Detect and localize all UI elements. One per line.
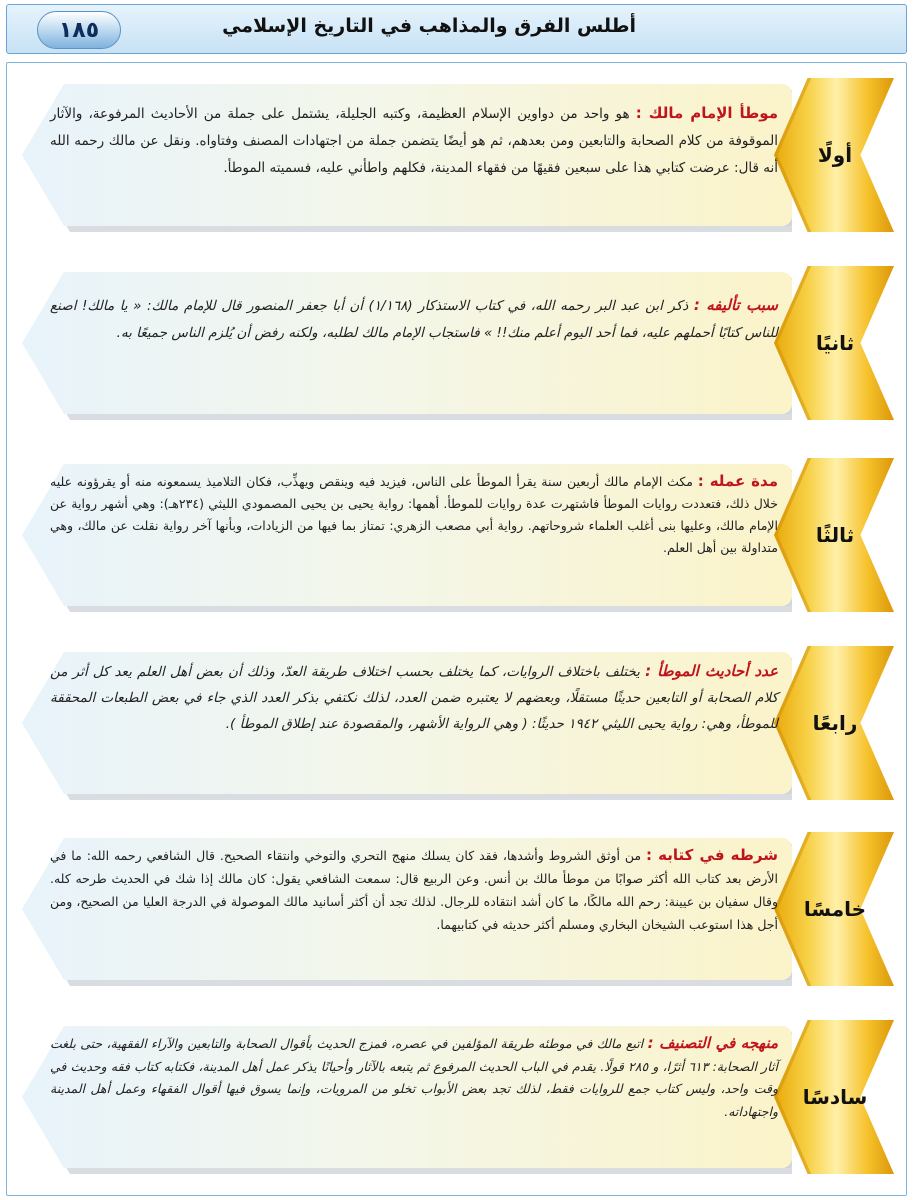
- section-4: [8, 646, 904, 800]
- section-text: [50, 1032, 778, 1123]
- section-lead: شرطه في كتابه :: [646, 846, 778, 864]
- section-6: [8, 1020, 904, 1174]
- section-2: [8, 266, 904, 420]
- section-3: [8, 458, 904, 612]
- section-lead: موطأ الإمام مالك :: [635, 104, 778, 122]
- section-label: رابعًا: [812, 711, 858, 735]
- section-body: من أوثق الشروط وأشدها، فقد كان يسلك منهج التحري والتوخي وانتقاء الصحيح. قال الشافعي رحمه الله: ما في الأرض بعد كتاب الله أكثر صوابًا من موطأ مالك بن أنس. وعن الربيع قال: سمعت الشافعي يقول: كان مالك إذا شك في الحديث طرحه كله. وقال سفيان بن عيينة: رحم الله مالكًا، ما كان أشد انتقاده للرجال. لذلك تجد أن أكثر أسانيد مالك الموصولة في الدرجة العليا من الصحيح، ومن أجل هذا استوعب الشيخان البخاري ومسلم أكثر حديثه في كتابيهما.: [50, 848, 778, 932]
- section-body: اتبع مالك في موطئه طريقة المؤلفين في عصره، فمزج الحديث بأقوال الصحابة والتابعين والآراء الفقهية، حتى بلغت آثار الصحابة: ٦١٣ أثرًا، و ٢٨٥ قولًا. يقدم في الباب الحديث المرفوع ثم يتبعه بالآثار وأحيانًا يذكر عمل أهل المدينة، فكتابه كتاب فقه وحديث في وقت واحد، وليس كتاب جمع للروايات فقط، لذلك تجد بعض الأبواب تخلو من المرويات، وإنما يسوق فيها أقوال الفقهاء وعمل أهل المدينة واجتهاداته.: [50, 1036, 778, 1119]
- section-text: [50, 292, 778, 347]
- page-header: [6, 4, 907, 54]
- section-label: سادسًا: [802, 1085, 868, 1109]
- section-body: يختلف باختلاف الروايات، كما يختلف بحسب اختلاف طريقة العدّ، وذلك أن بعض أهل العلم يعد كل أثر من كلام الصحابة أو التابعين حديثًا مستقلًا، وبعضهم لا يعتبره ضمن العدد، لذلك نكتفي بذكر العدد الذي جاء في بعض الطبعات المحققة للموطأ، وهي: رواية يحيى الليثي ١٩٤٢ حديثًا: ( وهي الرواية الأشهر، والمقصودة عند إطلاق الموطأ ).: [50, 664, 778, 732]
- section-body: ذكر ابن عبد البر رحمه الله، في كتاب الاستذكار (١/١٦٨) أن أبا جعفر المنصور قال للإمام مالك: « يا مالك! اصنع للناس كتابًا أحملهم عليه، فما أحد اليوم أعلم منك!! » فاستجاب الإمام مالك لطلبه، ولكنه رفض أن يُلزم الناس جميعًا به.: [50, 298, 778, 341]
- section-lead: عدد أحاديث الموطأ :: [645, 662, 778, 680]
- section-lead: مدة عمله :: [697, 472, 778, 490]
- section-body: هو واحد من دواوين الإسلام العظيمة، وكتبه الجليلة، يشتمل على جملة من الأحاديث المرفوعة، والآثار الموقوفة من كلام الصحابة والتابعين ومن بعدهم، ثم هو أيضًا يتضمن جملة من اجتهادات المصنف وفتاواه. ونقل عن مالك رحمه الله أنه قال: عرضت كتابي هذا على سبعين فقيهًا من فقهاء المدينة، فكلهم واطأني عليه، فسميته الموطأ.: [50, 106, 778, 176]
- section-label: ثالثًا: [815, 523, 855, 547]
- section-body: مكث الإمام مالك أربعين سنة يقرأ الموطأ على الناس، فيزيد فيه وينقص ويهذِّب، فكان التلاميذ يسمعونه منه أو يقرؤونه عليه خلال ذلك، فتعددت روايات الموطأ فاشتهرت عدة روايات للموطأ. أهمها: رواية يحيى بن يحيى المصمودي الليثي (٢٣٤هـ): وهي أشهر رواية عن الإمام مالك، وعليها بنى أغلب العلماء شروحاتهم. رواية أبي مصعب الزهري: تمتاز بما فيها من الزيادات، وبأنها آخر رواية نقلت عن مالك، وهي متداولة بين أهل العلم.: [50, 474, 778, 555]
- section-label: أولًا: [817, 143, 853, 167]
- book-title: أطلس الفرق والمذاهب في التاريخ الإسلامي: [222, 15, 636, 37]
- section-text: [50, 470, 778, 559]
- section-text: [50, 658, 778, 737]
- section-text: [50, 844, 778, 936]
- section-lead: سبب تأليفه :: [693, 296, 778, 314]
- section-label: خامسًا: [803, 897, 867, 921]
- section-text: [50, 100, 778, 182]
- section-lead: منهجه في التصنيف :: [647, 1034, 779, 1052]
- section-label: ثانيًا: [815, 331, 855, 355]
- page-number-badge: ١٨٥: [37, 11, 121, 49]
- section-5: [8, 832, 904, 986]
- section-1: [8, 78, 904, 232]
